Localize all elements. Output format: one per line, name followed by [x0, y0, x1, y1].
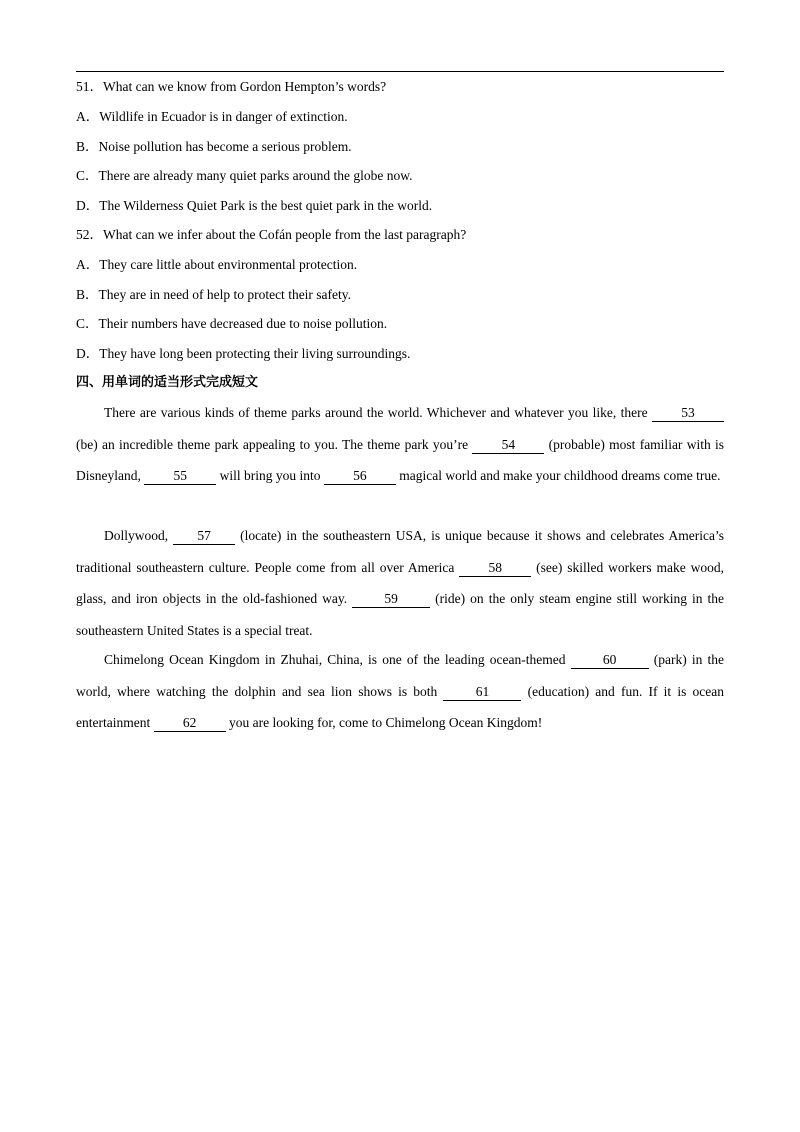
section-heading: 四、用单词的适当形式完成短文	[76, 375, 259, 390]
passage-text: Chimelong Ocean Kingdom in Zhuhai, China, is one of the leading ocean-themed	[104, 652, 571, 667]
option-text: They have long been protecting their living surroundings.	[99, 346, 411, 361]
passage-text: (locate) in the southeastern USA, is unique because it shows and celebrates America’s traditional southeastern culture. People come from all over America	[76, 528, 725, 575]
passage-paragraph-3	[76, 644, 724, 739]
option-51-a[interactable]	[76, 109, 348, 125]
question-number: 51．	[76, 79, 103, 94]
passage-text: (see) skilled workers make wood, glass, and iron objects in the old-fashioned way.	[76, 559, 724, 606]
passage-text: (probable) most familiar with is Disneyland,	[76, 436, 724, 483]
blank-60[interactable]: 60	[571, 653, 649, 669]
option-52-b[interactable]	[76, 287, 351, 303]
option-52-c[interactable]	[76, 316, 387, 332]
option-letter: C．	[76, 316, 99, 331]
question-number: 52．	[76, 227, 103, 242]
passage-text: (park) in the world, where watching the dolphin and sea lion shows is both	[76, 652, 724, 699]
option-letter: D．	[76, 346, 100, 361]
option-51-c[interactable]	[76, 168, 413, 184]
passage-text: (ride) on the only steam engine still working in the southeastern United States is a special treat.	[76, 591, 724, 638]
passage-text: (be) an incredible theme park appealing to you. The theme park you’re	[76, 436, 473, 452]
option-text: They care little about environmental protection.	[99, 257, 358, 272]
option-letter: A．	[76, 109, 100, 124]
passage-paragraph-1	[76, 397, 724, 492]
blank-56[interactable]: 56	[324, 469, 396, 485]
passage-text: you are looking for, come to Chimelong Ocean Kingdom!	[225, 715, 543, 730]
option-51-b[interactable]	[76, 139, 352, 155]
option-letter: B．	[76, 287, 99, 302]
question-stem: What can we know from Gordon Hempton’s words?	[103, 79, 387, 94]
passage-text: magical world and make your childhood dreams come true.	[395, 468, 721, 483]
blank-54[interactable]: 54	[472, 438, 544, 454]
option-letter: B．	[76, 139, 99, 154]
option-letter: A．	[76, 257, 100, 272]
option-51-d[interactable]	[76, 198, 432, 214]
blank-58[interactable]: 58	[459, 561, 531, 577]
blank-62[interactable]: 62	[154, 716, 226, 732]
option-52-a[interactable]	[76, 257, 357, 273]
passage-text: There are various kinds of theme parks around the world. Whichever and whatever you like, there	[104, 405, 652, 420]
option-letter: C．	[76, 168, 99, 183]
passage-text: will bring you into	[216, 468, 324, 483]
passage-paragraph-2	[76, 520, 724, 646]
blank-55[interactable]: 55	[144, 469, 216, 485]
header-rule	[76, 71, 724, 72]
option-text: Their numbers have decreased due to noise pollution.	[98, 316, 388, 331]
question-51	[76, 79, 386, 95]
blank-57[interactable]: 57	[173, 529, 235, 545]
passage-text: Dollywood,	[104, 528, 174, 543]
option-text: They are in need of help to protect their safety.	[98, 287, 352, 302]
option-text: The Wilderness Quiet Park is the best quiet park in the world.	[99, 198, 433, 213]
blank-61[interactable]: 61	[443, 685, 521, 701]
question-52	[76, 227, 466, 243]
passage-text: (education) and fun. If it is ocean entertainment	[76, 683, 724, 730]
option-text: There are already many quiet parks around the globe now.	[98, 168, 413, 183]
blank-59[interactable]: 59	[352, 592, 430, 608]
blank-53[interactable]: 53	[652, 406, 724, 422]
option-52-d[interactable]	[76, 346, 410, 362]
question-stem: What can we infer about the Cofán people from the last paragraph?	[103, 227, 467, 242]
option-letter: D．	[76, 198, 100, 213]
option-text: Wildlife in Ecuador is in danger of extinction.	[99, 109, 348, 124]
option-text: Noise pollution has become a serious problem.	[98, 139, 352, 154]
